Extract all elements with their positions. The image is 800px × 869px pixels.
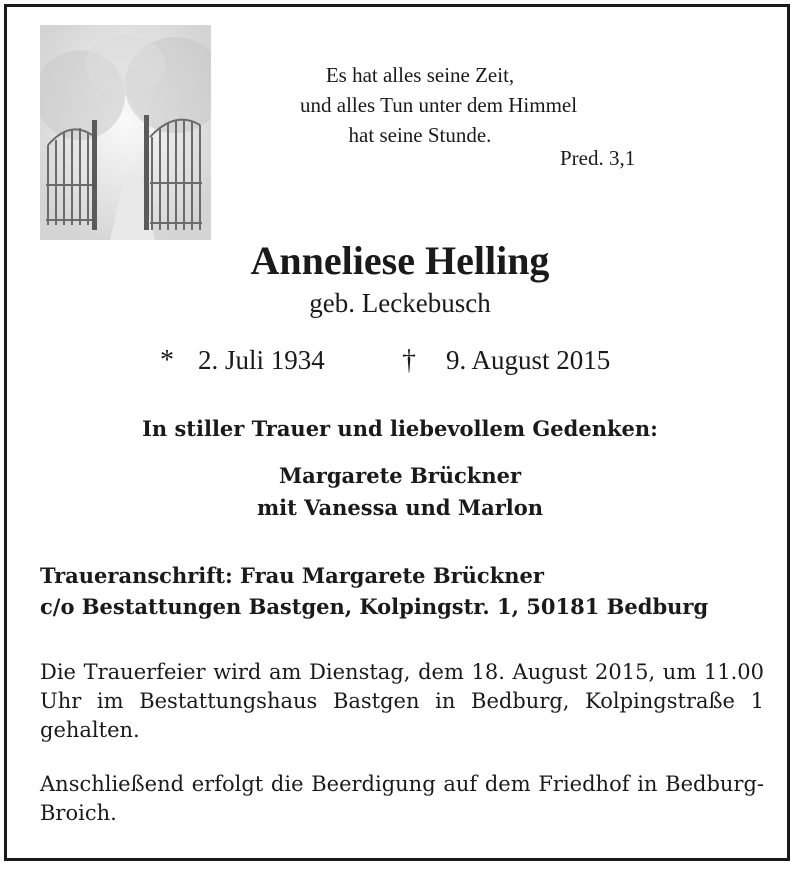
verse-reference: Pred. 3,1 <box>560 146 636 170</box>
mourner-line: mit Vanessa und Marlon <box>256 495 544 520</box>
birth-date: 2. Juli 1934 <box>198 345 325 375</box>
burial-info: Anschließend erfolgt die Beerdigung auf dem Friedhof in Bedburg-Broich. <box>40 772 764 825</box>
mourner-line: Margarete Brückner <box>278 463 522 488</box>
mourning-heading: In stiller Trauer und liebevollem Gedenken: <box>142 416 658 441</box>
death-cross-icon: † <box>402 345 416 376</box>
mourners-list <box>0 460 800 524</box>
death-date: 9. August 2015 <box>446 345 611 375</box>
verse-line-3: hat seine Stunde. <box>348 123 492 147</box>
bible-verse <box>300 60 578 150</box>
maiden-name: geb. Leckebusch <box>309 288 491 318</box>
cemetery-gate-photo <box>40 25 211 240</box>
address-line-2: c/o Bestattungen Bastgen, Kolpingstr. 1, 50181 Bedburg <box>40 594 709 619</box>
verse-line-2: und alles Tun unter dem Himmel <box>300 93 578 117</box>
mourning-address <box>40 560 708 622</box>
deceased-name: Anneliese Helling <box>250 238 550 283</box>
address-line-1: Traueranschrift: Frau Margarete Brückner <box>40 563 544 588</box>
verse-line-1: Es hat alles seine Zeit, <box>325 63 515 87</box>
birth-star-icon: * <box>160 345 174 376</box>
funeral-service-info: Die Trauerfeier wird am Dienstag, dem 18. August 2015, um 11.00 Uhr im Bestattungshaus Bastgen in Bedburg, Kolpingstraße 1 gehalten. <box>40 660 764 742</box>
